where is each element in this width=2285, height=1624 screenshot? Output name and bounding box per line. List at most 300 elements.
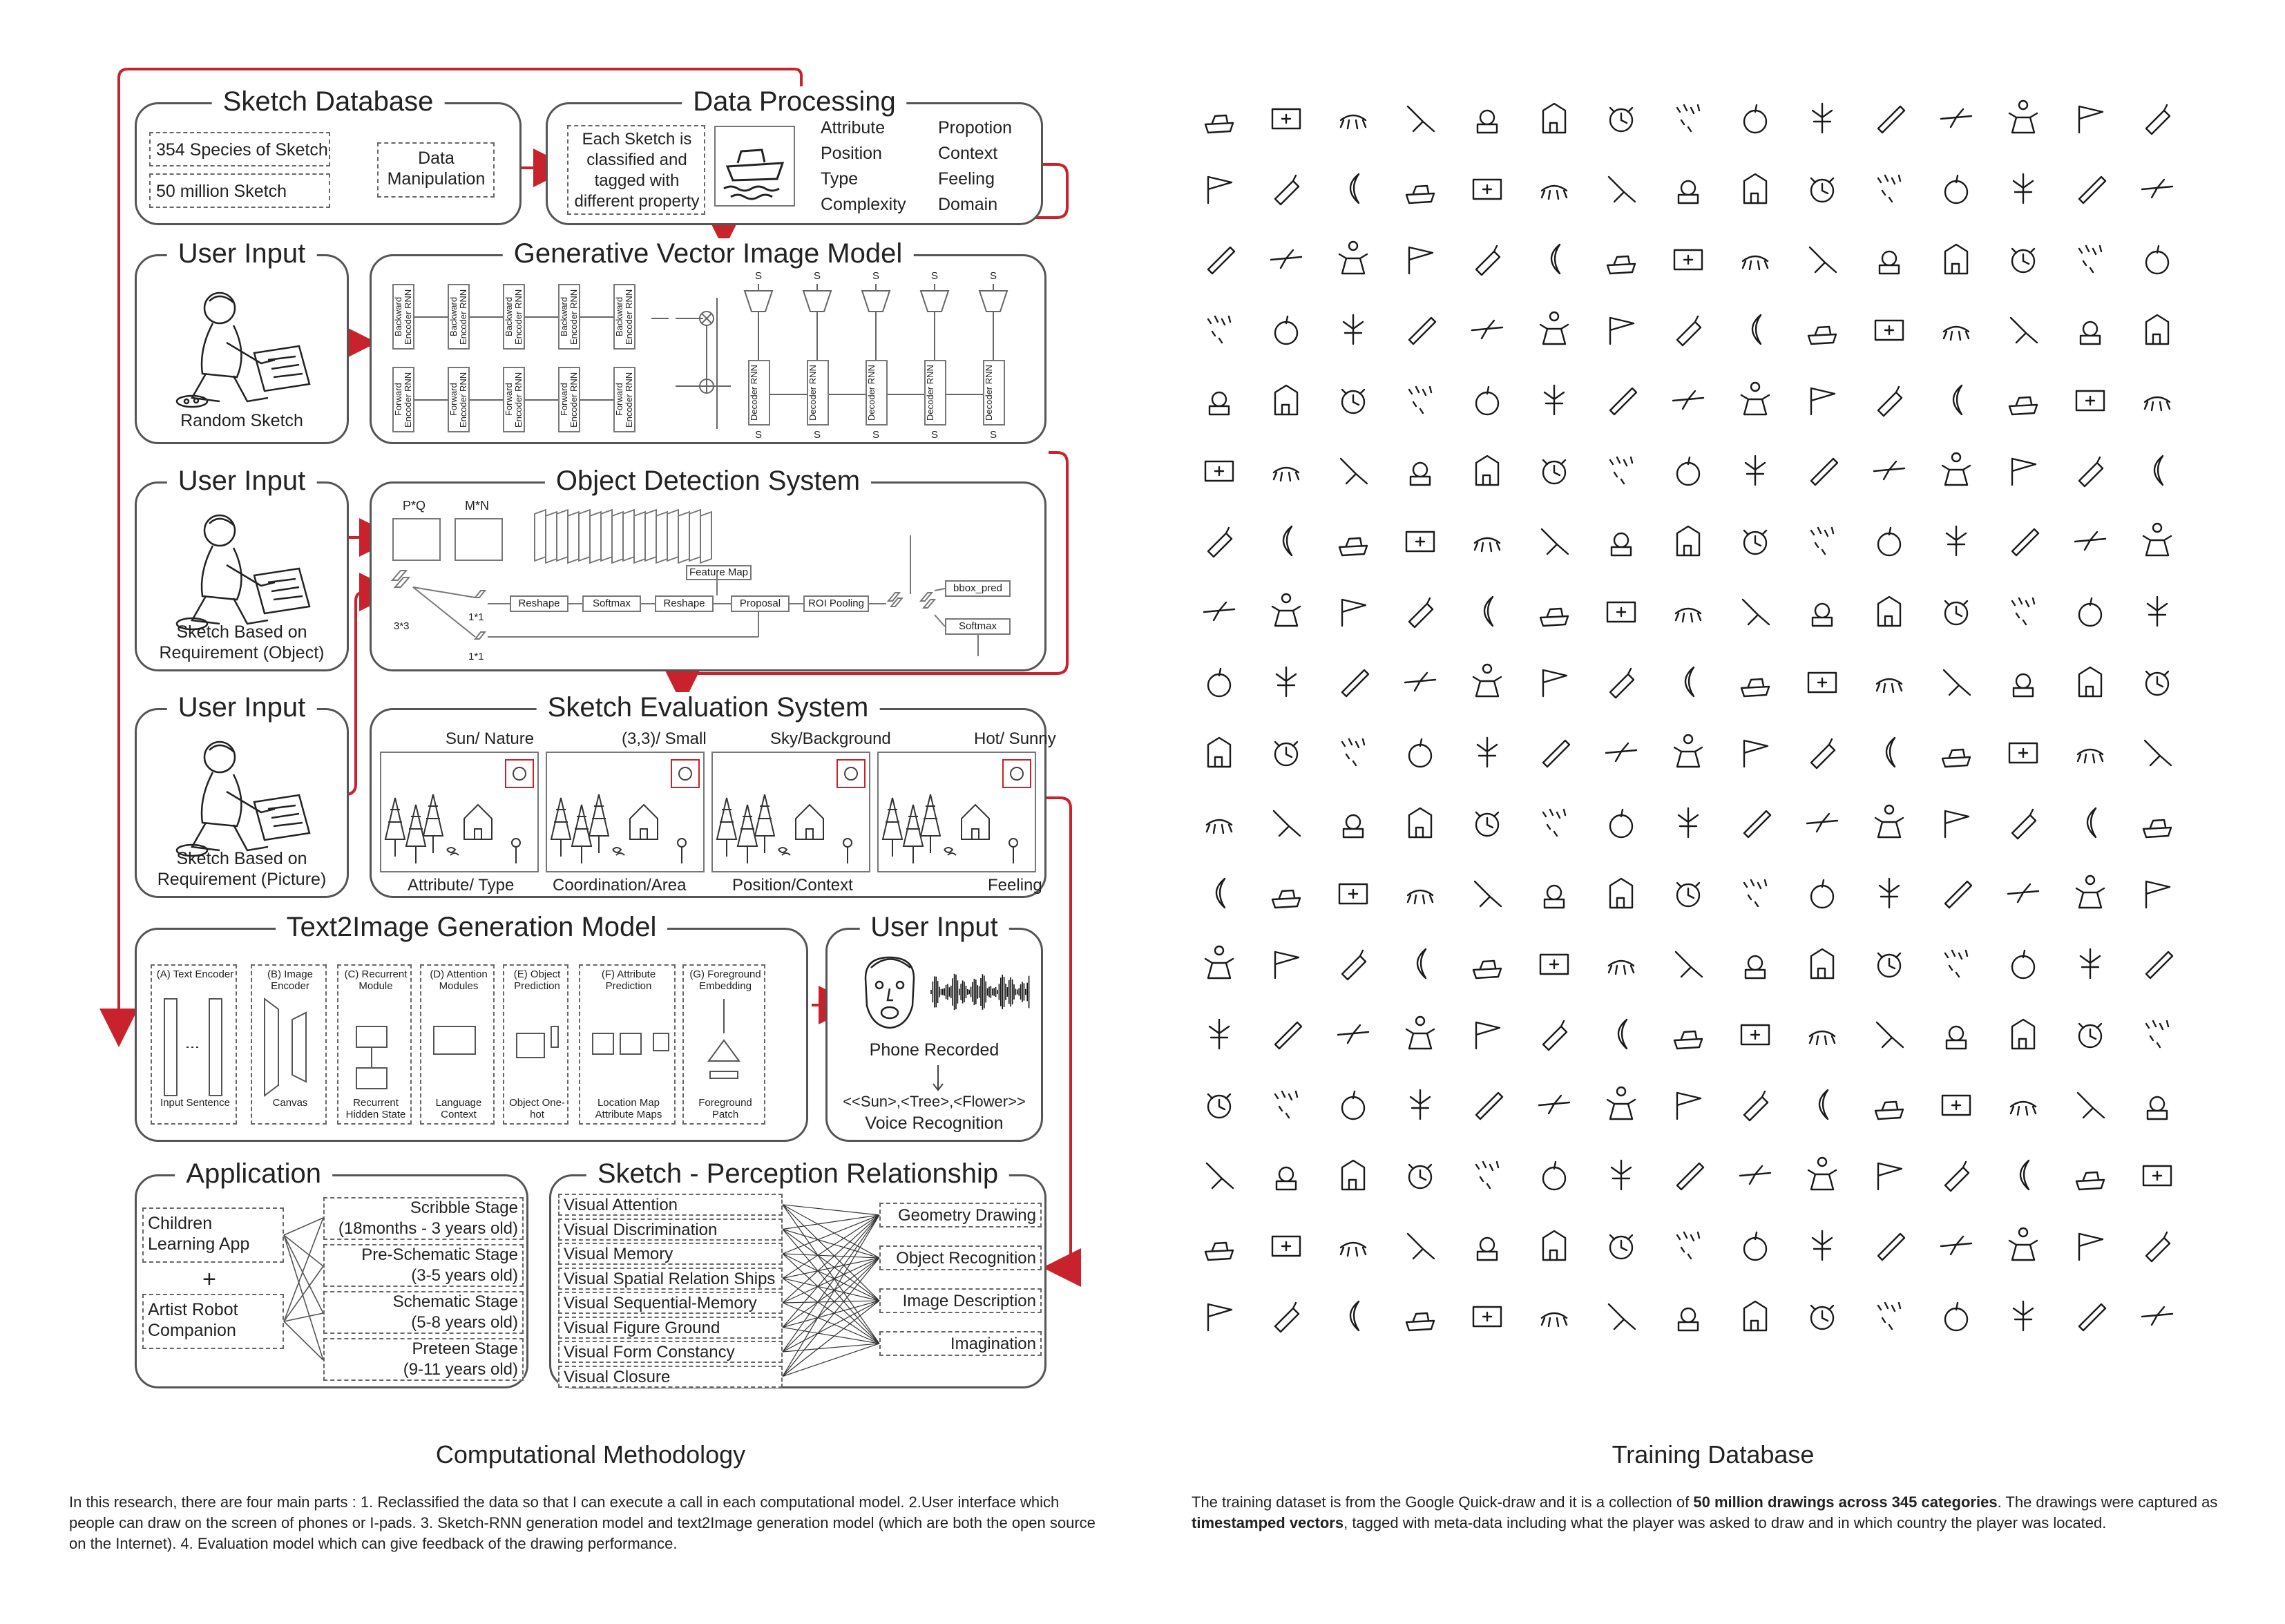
doodle-sketch-icon bbox=[1466, 238, 1511, 282]
doodle-sketch-icon bbox=[2069, 942, 2114, 986]
doodle-sketch-icon bbox=[1935, 731, 1980, 775]
doodle-sketch-icon bbox=[1868, 449, 1913, 493]
doodle-sketch-icon bbox=[1332, 1154, 1377, 1198]
doodle-sketch-icon bbox=[1265, 942, 1310, 986]
output-s-label: S bbox=[814, 270, 821, 282]
doodle-sketch-icon bbox=[2002, 1083, 2047, 1127]
doodle-sketch-icon bbox=[1734, 872, 1779, 916]
doodle-sketch-icon bbox=[1734, 1224, 1779, 1268]
doodle-sketch-icon bbox=[1533, 590, 1578, 634]
module-output: Recurrent Hidden State bbox=[345, 1097, 406, 1120]
doodle-sketch-icon bbox=[2069, 1295, 2114, 1339]
doodle-sketch-icon bbox=[1466, 449, 1511, 493]
doodle-sketch-icon bbox=[1868, 942, 1913, 986]
doodle-sketch-icon bbox=[2002, 660, 2047, 705]
training-database-title: Training Database bbox=[1612, 1440, 1815, 1469]
doodle-sketch-icon bbox=[2136, 308, 2181, 352]
doodle-sketch-icon bbox=[1801, 1083, 1846, 1127]
doodle-sketch-icon bbox=[2069, 1224, 2114, 1268]
doodle-sketch-icon bbox=[1734, 590, 1779, 634]
softmax-box-2: Softmax bbox=[945, 618, 1011, 635]
doodle-sketch-icon bbox=[1801, 308, 1846, 352]
random-sketch-caption: Random Sketch bbox=[180, 411, 303, 430]
doodle-sketch-icon bbox=[2136, 238, 2181, 282]
doodle-sketch-icon bbox=[1600, 449, 1645, 493]
doodle-sketch-icon bbox=[1533, 1013, 1578, 1057]
doodle-sketch-icon bbox=[1332, 731, 1377, 775]
doodle-sketch-icon bbox=[1533, 1224, 1578, 1268]
doodle-sketch-icon bbox=[1399, 1154, 1444, 1198]
doodle-sketch-icon bbox=[1667, 1295, 1712, 1339]
doodle-sketch-icon bbox=[2069, 97, 2114, 141]
doodle-sketch-icon bbox=[1466, 801, 1511, 846]
doodle-sketch-icon bbox=[1198, 308, 1243, 352]
doodle-sketch-icon bbox=[1265, 449, 1310, 493]
generative-vector-model-panel: Generative Vector Image Model Backward Encoder RNN Forward Encoder RNN Backward Encoder RNN Forward Encoder RNN Backward Encoder RNN Forward Encoder RNN Backward Encoder RNN Forward Encoder RNN Backward Encoder RNN Forward Encoder RNN Decoder RNN S S Decoder RNN S S Decoder RNN S S Decoder RNN S S Decoder RNN S S bbox=[370, 254, 1046, 444]
doodle-sketch-icon bbox=[1399, 801, 1444, 846]
doodle-sketch-icon bbox=[1600, 308, 1645, 352]
doodle-sketch-icon bbox=[1466, 590, 1511, 634]
doodle-sketch-icon bbox=[1801, 1224, 1846, 1268]
doodle-sketch-icon bbox=[1399, 379, 1444, 423]
doodle-sketch-icon bbox=[1667, 308, 1712, 352]
decoder-rnn: Decoder RNN bbox=[924, 360, 946, 426]
text2image-shapes bbox=[137, 930, 810, 1144]
eval-criterion-bottom: Position/Context bbox=[732, 876, 853, 895]
doodle-sketch-icon bbox=[1667, 238, 1712, 282]
doodle-sketch-icon bbox=[1801, 519, 1846, 564]
module-title: (E) Object Prediction bbox=[513, 968, 561, 992]
module-title: (B) Image Encoder bbox=[267, 968, 313, 992]
doodle-sketch-icon bbox=[1868, 1224, 1913, 1268]
doodle-sketch-icon bbox=[1198, 1083, 1243, 1127]
text2image-panel: Text2Image Generation Model (A) Text Encoder Input Sentence (B) Image Encoder Canvas (C) Recurrent Module Recurrent Hidden State (D) Attention Modules Language Context (E) Object Prediction Object One-hot (F) Attribute Prediction Location Map Attribute Maps (G) Foreground Embedding Foreground Patch bbox=[135, 928, 808, 1142]
doodle-sketch-icon bbox=[1734, 519, 1779, 564]
property-column-1: Attribute Position Type Complexity bbox=[821, 118, 906, 214]
input-s-label: S bbox=[755, 429, 763, 441]
object-requirement-caption: Sketch Based on Requirement (Object) bbox=[159, 622, 325, 662]
doodle-sketch-icon bbox=[2002, 308, 2047, 352]
doodle-sketch-icon bbox=[1265, 308, 1310, 352]
perception-skill-label: Visual Form Constancy bbox=[564, 1343, 735, 1362]
child-drawing-illustration bbox=[171, 287, 316, 408]
backward-encoder-rnn: Backward Encoder RNN bbox=[503, 284, 525, 350]
doodle-sketch-icon bbox=[1466, 660, 1511, 705]
doodle-sketch-icon bbox=[1868, 238, 1913, 282]
eval-criterion-bottom: Feeling bbox=[988, 876, 1042, 895]
doodle-sketch-icon bbox=[1265, 379, 1310, 423]
doodle-sketch-icon bbox=[1198, 1295, 1243, 1339]
user-input-object-panel: User Input Sketch Based on Requirement (Object) bbox=[135, 481, 349, 671]
methodology-description: In this research, there are four main parts : 1. Reclassified the data so that I can execute a call in each computational model. 2.User interface which people can draw on the screen of phones or I-pads. 3. Sketch-RNN generation model and text2Image generation model (which are both the open source on the Internet). 4. Evaluation model which can give feedback of the drawing performance. bbox=[69, 1493, 1096, 1552]
doodle-sketch-icon bbox=[2002, 801, 2047, 846]
perception-skill-label: Visual Memory bbox=[564, 1245, 673, 1263]
doodle-sketch-icon bbox=[2136, 660, 2181, 705]
input-s-label: S bbox=[872, 429, 880, 441]
doodle-sketch-icon bbox=[1600, 1224, 1645, 1268]
forward-encoder-rnn: Forward Encoder RNN bbox=[448, 367, 470, 432]
doodle-sketch-icon bbox=[1801, 238, 1846, 282]
doodle-sketch-icon bbox=[1198, 1224, 1243, 1268]
doodle-sketch-icon bbox=[1466, 731, 1511, 775]
scene-sketch bbox=[879, 753, 1038, 874]
perception-skill-label: Visual Discrimination bbox=[564, 1220, 718, 1239]
doodle-sketch-icon bbox=[1801, 1013, 1846, 1057]
doodle-sketch-icon bbox=[1332, 379, 1377, 423]
doodle-sketch-icon bbox=[1332, 1083, 1377, 1127]
doodle-sketch-icon bbox=[2136, 872, 2181, 916]
doodle-sketch-icon bbox=[1801, 872, 1846, 916]
doodle-sketch-icon bbox=[1600, 590, 1645, 634]
stage-name: Preteen Stage bbox=[412, 1339, 518, 1358]
doodle-sketch-icon bbox=[1399, 1083, 1444, 1127]
doodle-sketch-icon bbox=[1935, 801, 1980, 846]
doodle-sketch-icon bbox=[1868, 1083, 1913, 1127]
doodle-sketch-icon bbox=[1399, 590, 1444, 634]
doodle-sketch-icon bbox=[2002, 1013, 2047, 1057]
doodle-sketch-icon bbox=[1265, 731, 1310, 775]
doodle-sketch-icon bbox=[2002, 942, 2047, 986]
doodle-sketch-icon bbox=[2069, 1013, 2114, 1057]
doodle-sketch-icon bbox=[1935, 167, 1980, 211]
doodle-sketch-icon bbox=[2136, 449, 2181, 493]
species-count-box: 354 Species of Sketch bbox=[149, 132, 330, 166]
methodology-title: Computational Methodology bbox=[435, 1440, 746, 1469]
doodle-sketch-icon bbox=[1600, 1295, 1645, 1339]
doodle-sketch-icon bbox=[1600, 872, 1645, 916]
doodle-sketch-icon bbox=[1466, 1013, 1511, 1057]
doodle-sketch-icon bbox=[1667, 590, 1712, 634]
doodle-sketch-icon bbox=[1734, 801, 1779, 846]
application-panel: Application Children Learning App + Artist Robot Companion Scribble Stage (18months - 3 years old) Pre-Schematic Stage (3-5 years old) Schematic Stage (5-8 years old) Preteen Stage (9-11 years old) bbox=[135, 1174, 528, 1388]
doodle-sketch-icon bbox=[2069, 801, 2114, 846]
doodle-sketch-icon bbox=[1667, 660, 1712, 705]
roi-pooling-box: ROI Pooling bbox=[803, 595, 869, 612]
doodle-sketch-icon bbox=[1667, 1224, 1712, 1268]
module-title: (F) Attribute Prediction bbox=[601, 968, 656, 992]
stage-age: (3-5 years old) bbox=[411, 1266, 518, 1285]
doodle-sketch-icon bbox=[1600, 660, 1645, 705]
doodle-sketch-icon bbox=[1198, 590, 1243, 634]
doodle-sketch-icon bbox=[1600, 238, 1645, 282]
doodle-sketch-icon bbox=[1935, 1154, 1980, 1198]
perception-outcome-label: Geometry Drawing bbox=[897, 1206, 1036, 1225]
doodle-sketch-icon bbox=[1399, 308, 1444, 352]
doodle-sketch-icon bbox=[1667, 801, 1712, 846]
doodle-sketch-icon bbox=[2069, 308, 2114, 352]
data-manipulation-box: Data Manipulation bbox=[377, 142, 495, 198]
doodle-sketch-icon bbox=[2136, 590, 2181, 634]
doodle-sketch-icon bbox=[1600, 1154, 1645, 1198]
perception-skill-label: Visual Attention bbox=[564, 1196, 678, 1214]
doodle-sketch-icon bbox=[1935, 660, 1980, 705]
doodle-sketch-icon bbox=[1600, 801, 1645, 846]
doodle-sketch-icon bbox=[2002, 1295, 2047, 1339]
doodle-sketch-icon bbox=[1801, 97, 1846, 141]
stage-name: Scribble Stage bbox=[410, 1198, 518, 1217]
data-processing-panel bbox=[546, 86, 1043, 225]
doodle-sketch-icon bbox=[1734, 238, 1779, 282]
property-column-2: Propotion Context Feeling Domain bbox=[938, 118, 1013, 214]
doodle-sketch-icon bbox=[1399, 238, 1444, 282]
doodle-sketch-icon bbox=[1935, 872, 1980, 916]
doodle-sketch-icon bbox=[1734, 731, 1779, 775]
doodle-sketch-icon bbox=[1868, 1154, 1913, 1198]
input-s-label: S bbox=[931, 429, 939, 441]
doodle-sketch-icon bbox=[1265, 1013, 1310, 1057]
doodle-sketch-icon bbox=[1667, 872, 1712, 916]
doodle-sketch-icon bbox=[1198, 1013, 1243, 1057]
perception-skill-label: Visual Closure bbox=[564, 1367, 671, 1386]
child-drawing-illustration bbox=[171, 736, 316, 857]
doodle-sketch-icon bbox=[1801, 1295, 1846, 1339]
perception-outcome-label: Image Description bbox=[902, 1292, 1036, 1310]
doodle-sketch-icon bbox=[1533, 519, 1578, 564]
eval-scene bbox=[711, 752, 870, 872]
voice-tokens: <<Sun>,<Tree>,<Flower>> bbox=[843, 1093, 1026, 1110]
doodle-sketch-icon bbox=[1533, 167, 1578, 211]
doodle-sketch-icon bbox=[1868, 1295, 1913, 1339]
eval-criterion-top: Hot/ Sunny bbox=[974, 729, 1056, 748]
backward-encoder-rnn: Backward Encoder RNN bbox=[558, 284, 580, 350]
doodle-sketch-icon bbox=[1332, 1224, 1377, 1268]
doodle-sketch-icon bbox=[1198, 872, 1243, 916]
doodle-sketch-icon bbox=[2136, 167, 2181, 211]
doodle-sketch-icon bbox=[1198, 660, 1243, 705]
doodle-sketch-icon bbox=[1332, 660, 1377, 705]
doodle-sketch-icon bbox=[1533, 731, 1578, 775]
doodle-sketch-icon bbox=[1868, 660, 1913, 705]
doodle-sketch-icon bbox=[1399, 872, 1444, 916]
doodle-sketch-icon bbox=[1198, 97, 1243, 141]
doodle-sketch-icon bbox=[1198, 167, 1243, 211]
doodle-sketch-icon bbox=[1399, 167, 1444, 211]
eval-scene bbox=[546, 752, 705, 872]
doodle-sketch-icon bbox=[2069, 1154, 2114, 1198]
doodle-sketch-icon bbox=[1332, 238, 1377, 282]
doodle-sketch-icon bbox=[1198, 519, 1243, 564]
doodle-sketch-icon bbox=[1332, 519, 1377, 564]
picture-requirement-caption: Sketch Based on Requirement (Picture) bbox=[157, 849, 327, 889]
module-title: (D) Attention Modules bbox=[430, 968, 488, 992]
doodle-sketch-icon bbox=[2136, 1295, 2181, 1339]
application-links bbox=[137, 1176, 530, 1391]
doodle-sketch-icon bbox=[2136, 97, 2181, 141]
doodle-sketch-icon bbox=[1935, 308, 1980, 352]
doodle-sketch-icon bbox=[2002, 238, 2047, 282]
doodle-sketch-icon bbox=[2069, 167, 2114, 211]
doodle-sketch-icon bbox=[1265, 660, 1310, 705]
doodle-sketch-icon bbox=[1265, 1295, 1310, 1339]
doodle-sketch-icon bbox=[1533, 308, 1578, 352]
doodle-sketch-icon bbox=[1265, 167, 1310, 211]
module-output: Foreground Patch bbox=[698, 1097, 752, 1120]
stage-age: (9-11 years old) bbox=[403, 1360, 518, 1379]
doodle-sketch-icon bbox=[2069, 449, 2114, 493]
doodle-sketch-icon bbox=[1734, 660, 1779, 705]
input-s-label: S bbox=[814, 429, 821, 441]
doodle-sketch-icon bbox=[1533, 449, 1578, 493]
perception-skill-label: Visual Spatial Relation Ships bbox=[564, 1269, 776, 1288]
doodle-sketch-icon bbox=[1734, 379, 1779, 423]
doodle-sketch-icon bbox=[2069, 660, 2114, 705]
doodle-sketch-icon bbox=[1935, 97, 1980, 141]
backward-encoder-rnn: Backward Encoder RNN bbox=[448, 284, 470, 350]
doodle-sketch-icon bbox=[1399, 1224, 1444, 1268]
doodle-sketch-icon bbox=[1801, 660, 1846, 705]
module-title: (A) Text Encoder bbox=[156, 968, 234, 980]
doodle-sketch-icon bbox=[1600, 731, 1645, 775]
doodle-sketch-icon bbox=[2136, 731, 2181, 775]
doodle-sketch-icon bbox=[1734, 1083, 1779, 1127]
module-output: Canvas bbox=[272, 1097, 308, 1109]
doodle-sketch-icon bbox=[2002, 1154, 2047, 1198]
doodle-sketch-icon bbox=[2136, 519, 2181, 564]
doodle-sketch-icon bbox=[1667, 942, 1712, 986]
doodle-sketch-icon bbox=[2002, 590, 2047, 634]
data-processing-title: Data Processing bbox=[682, 86, 906, 117]
doodle-sketch-icon bbox=[1734, 942, 1779, 986]
perception-outcome-label: Object Recognition bbox=[896, 1249, 1036, 1268]
doodle-sketch-icon bbox=[1466, 872, 1511, 916]
forward-encoder-rnn: Forward Encoder RNN bbox=[613, 367, 635, 432]
doodle-sketch-icon bbox=[1198, 942, 1243, 986]
doodle-sketch-icon bbox=[1265, 801, 1310, 846]
perception-outcome-label: Imagination bbox=[950, 1335, 1036, 1353]
eval-scene bbox=[380, 752, 539, 872]
scene-sketch bbox=[713, 753, 872, 874]
doodle-sketch-icon bbox=[2136, 942, 2181, 986]
doodle-sketch-icon bbox=[1466, 1154, 1511, 1198]
doodle-sketch-icon bbox=[2002, 731, 2047, 775]
stage-name: Pre-Schematic Stage bbox=[361, 1245, 518, 1264]
doodle-sketch-icon bbox=[1868, 97, 1913, 141]
doodle-sketch-icon bbox=[2002, 97, 2047, 141]
decoder-rnn: Decoder RNN bbox=[866, 360, 888, 426]
doodle-sketch-icon bbox=[2002, 519, 2047, 564]
sketch-count-box: 50 million Sketch bbox=[149, 173, 330, 208]
doodle-sketch-icon bbox=[1265, 519, 1310, 564]
doodle-sketch-icon bbox=[1332, 97, 1377, 141]
doodle-sketch-icon bbox=[1265, 590, 1310, 634]
doodle-sketch-icon bbox=[1868, 379, 1913, 423]
doodle-sketch-icon bbox=[1868, 167, 1913, 211]
doodle-sketch-icon bbox=[1198, 801, 1243, 846]
doodle-sketch-icon bbox=[1935, 1083, 1980, 1127]
doodle-sketch-icon bbox=[1533, 1154, 1578, 1198]
doodle-sketch-icon bbox=[1935, 519, 1980, 564]
doodle-sketch-icon bbox=[1868, 1013, 1913, 1057]
voice-recognition-label: Voice Recognition bbox=[865, 1114, 1004, 1133]
doodle-sketch-icon bbox=[1265, 238, 1310, 282]
doodle-sketch-icon bbox=[1801, 167, 1846, 211]
doodle-sketch-icon bbox=[2069, 731, 2114, 775]
bbox-pred-box: bbox_pred bbox=[945, 580, 1011, 597]
doodle-sketch-icon bbox=[1600, 1013, 1645, 1057]
boat-sketch-icon bbox=[714, 125, 796, 208]
module-title: (G) Foreground Embedding bbox=[689, 968, 761, 992]
eval-criterion-top: (3,3)/ Small bbox=[622, 729, 707, 748]
doodle-sketch-icon bbox=[1466, 167, 1511, 211]
doodle-sketch-icon bbox=[1801, 449, 1846, 493]
eval-criterion-top: Sky/Background bbox=[770, 729, 891, 748]
doodle-sketch-icon bbox=[1533, 660, 1578, 705]
decoder-rnn: Decoder RNN bbox=[807, 360, 829, 426]
doodle-sketch-icon bbox=[1399, 1295, 1444, 1339]
face-sketch-icon bbox=[852, 950, 928, 1033]
doodle-sketch-icon bbox=[1466, 1224, 1511, 1268]
doodle-sketch-icon bbox=[1466, 379, 1511, 423]
perception-skill-label: Visual Sequential-Memory bbox=[564, 1294, 757, 1312]
forward-encoder-rnn: Forward Encoder RNN bbox=[503, 367, 525, 432]
scene-sketch bbox=[381, 753, 540, 874]
doodle-sketch-icon bbox=[1935, 942, 1980, 986]
feature-map-label: Feature Map bbox=[686, 565, 752, 580]
doodle-sketch-icon bbox=[2002, 872, 2047, 916]
doodle-sketch-icon bbox=[1868, 801, 1913, 846]
doodle-sketch-icon bbox=[1332, 1013, 1377, 1057]
doodle-sketch-icon bbox=[1399, 449, 1444, 493]
output-s-label: S bbox=[872, 270, 880, 282]
module-output: Object One-hot bbox=[509, 1097, 565, 1120]
output-s-label: S bbox=[990, 270, 997, 282]
doodle-sketch-icon bbox=[1198, 238, 1243, 282]
encoder-links bbox=[372, 256, 1049, 446]
sketch-evaluation-panel: Sketch Evaluation System Sun/ Nature Attribute/ Type (3,3)/ Small Coordination/Area Sky/Background Position/Context Hot/ Sunny Feeling bbox=[370, 708, 1046, 898]
doodle-sketch-icon bbox=[1466, 1295, 1511, 1339]
doodle-sketch-icon bbox=[1265, 1154, 1310, 1198]
eval-scene bbox=[877, 752, 1036, 872]
quickdraw-doodle-grid bbox=[1192, 93, 2228, 1392]
doodle-sketch-icon bbox=[1265, 97, 1310, 141]
doodle-sketch-icon bbox=[1667, 1013, 1712, 1057]
doodle-sketch-icon bbox=[2069, 1083, 2114, 1127]
doodle-sketch-icon bbox=[1734, 167, 1779, 211]
doodle-sketch-icon bbox=[1801, 942, 1846, 986]
doodle-sketch-icon bbox=[1600, 167, 1645, 211]
doodle-sketch-icon bbox=[1533, 872, 1578, 916]
sound-wave-icon bbox=[931, 971, 1035, 1013]
doodle-sketch-icon bbox=[1667, 1154, 1712, 1198]
doodle-sketch-icon bbox=[1935, 379, 1980, 423]
doodle-sketch-icon bbox=[1868, 519, 1913, 564]
doodle-sketch-icon bbox=[1935, 1013, 1980, 1057]
doodle-sketch-icon bbox=[1466, 942, 1511, 986]
doodle-sketch-icon bbox=[2136, 1083, 2181, 1127]
doodle-sketch-icon bbox=[1801, 1154, 1846, 1198]
doodle-sketch-icon bbox=[2136, 1013, 2181, 1057]
module-title: (C) Recurrent Module bbox=[344, 968, 408, 992]
doodle-sketch-icon bbox=[1198, 379, 1243, 423]
doodle-sketch-icon bbox=[1801, 731, 1846, 775]
doodle-sketch-icon bbox=[1801, 590, 1846, 634]
backward-encoder-rnn: Backward Encoder RNN bbox=[392, 284, 414, 350]
object-detection-panel: Object Detection System P*Q M*N Feature Map 3*3 1*1 1*1 Reshape Softmax Reshape Proposal ROI Pooling bbox_pred Softmax bbox=[370, 481, 1046, 671]
doodle-sketch-icon bbox=[1533, 1295, 1578, 1339]
scene-sketch bbox=[547, 753, 706, 874]
children-learning-app-box: Children Learning App bbox=[142, 1207, 284, 1263]
doodle-sketch-icon bbox=[1734, 308, 1779, 352]
doodle-sketch-icon bbox=[1935, 590, 1980, 634]
doodle-sketch-icon bbox=[1533, 801, 1578, 846]
doodle-sketch-icon bbox=[1935, 1295, 1980, 1339]
module-output: Location Map Attribute Maps bbox=[595, 1097, 662, 1120]
doodle-sketch-icon bbox=[1332, 590, 1377, 634]
proposal-box: Proposal bbox=[731, 595, 790, 612]
doodle-sketch-icon bbox=[1868, 872, 1913, 916]
doodle-sketch-icon bbox=[1667, 97, 1712, 141]
user-input-random-panel: User Input Random Sketch bbox=[135, 254, 349, 444]
